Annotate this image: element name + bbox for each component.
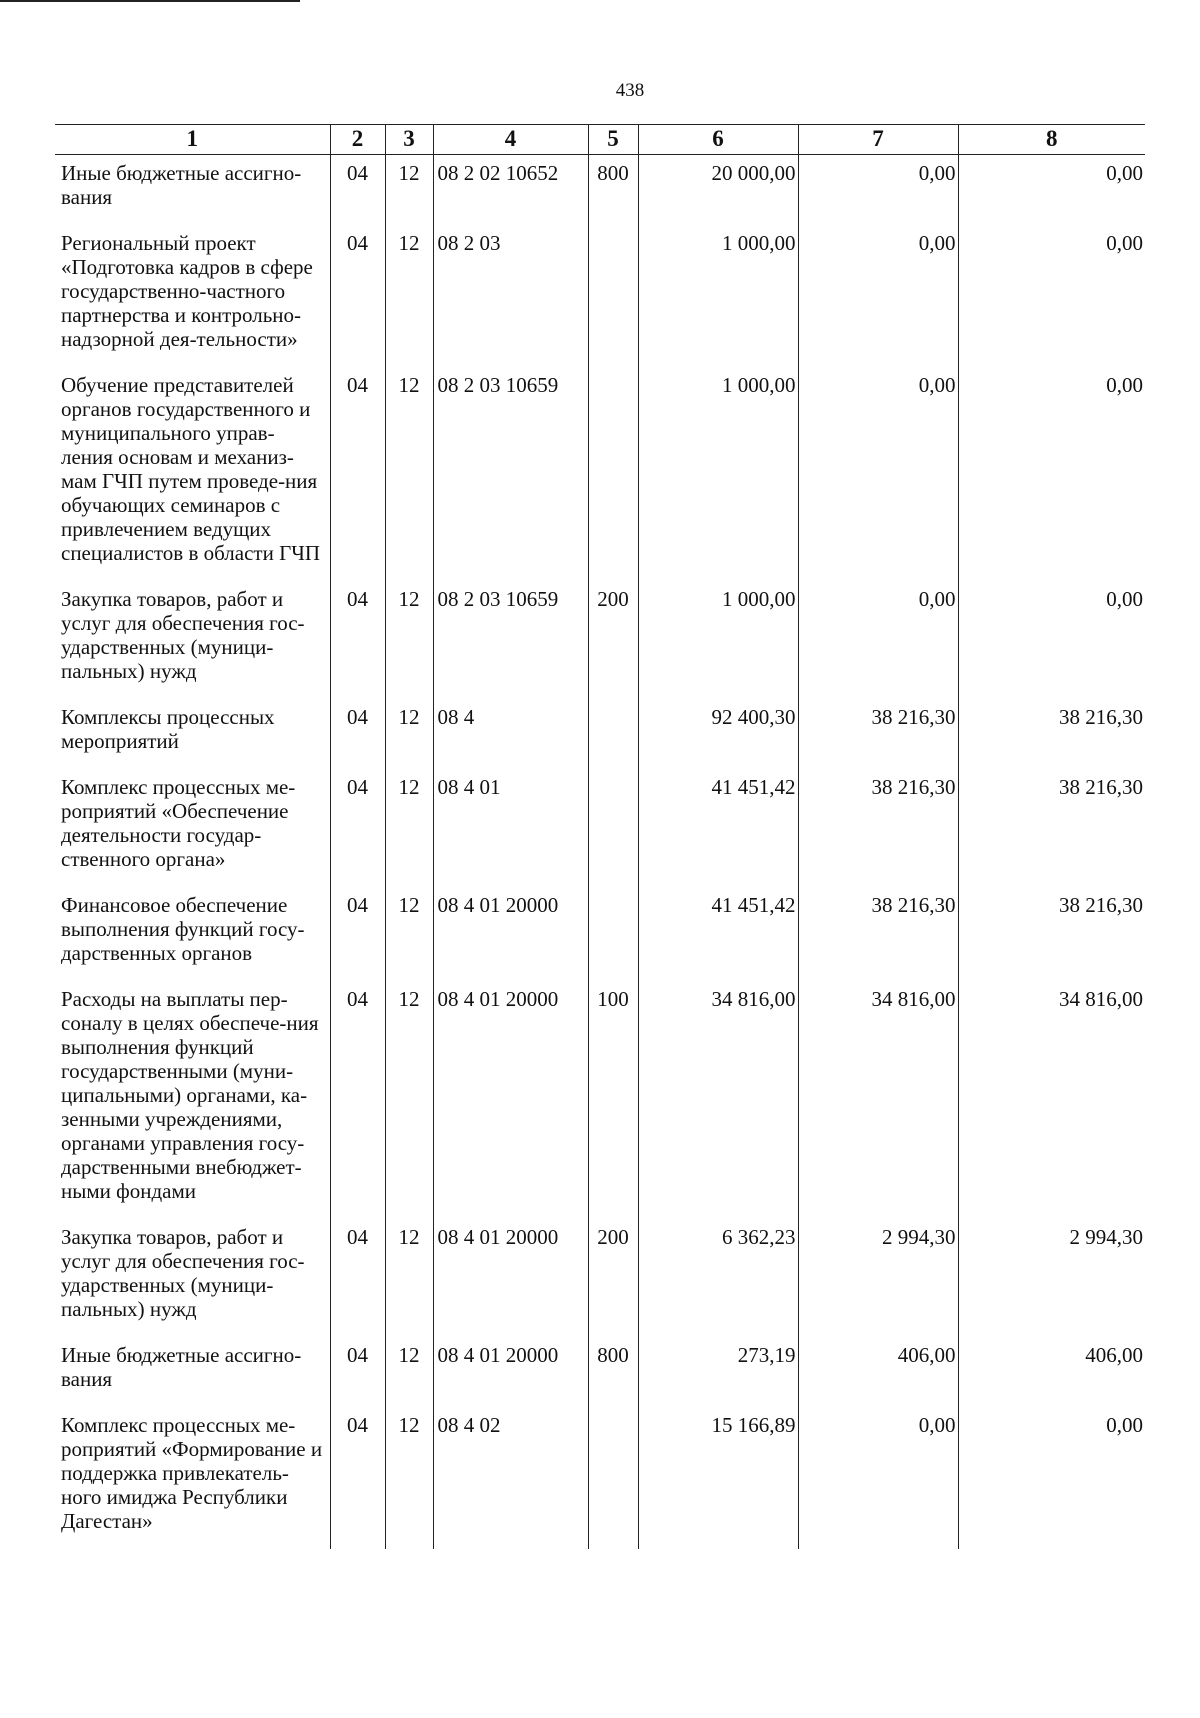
column-header-1: 1: [55, 125, 330, 155]
expense-type-code: [588, 1407, 638, 1549]
subsection-code: 12: [385, 1337, 433, 1407]
section-code: 04: [330, 1337, 385, 1407]
item-name: Обучение представителей органов государственного и муниципального управ-ления основам и механиз-мам ГЧП путем проведе-ния обучающих семинаров с привлечением ведущих специалистов в области ГЧП: [61, 373, 321, 565]
amount-column-7: 406,00: [798, 1337, 958, 1407]
amount-column-6: 92 400,30: [638, 699, 798, 769]
expense-type-code: 200: [588, 1219, 638, 1337]
column-header-7: 7: [798, 125, 958, 155]
amount-column-6: 41 451,42: [638, 887, 798, 981]
item-name: Финансовое обеспечение выполнения функций госу-дарственных органов: [61, 893, 305, 965]
expense-type-code: [588, 769, 638, 887]
amount-column-8: 0,00: [958, 367, 1145, 581]
budget-table-container: [55, 124, 1145, 1549]
amount-column-7: 34 816,00: [798, 981, 958, 1219]
amount-column-7: 38 216,30: [798, 699, 958, 769]
header-row: [55, 125, 1145, 155]
amount-column-8: 0,00: [958, 1407, 1145, 1549]
expense-type-code: 100: [588, 981, 638, 1219]
amount-column-7: 38 216,30: [798, 769, 958, 887]
budget-table: [55, 124, 1145, 1549]
section-code: 04: [330, 367, 385, 581]
amount-column-8: 0,00: [958, 225, 1145, 367]
subsection-code: 12: [385, 1219, 433, 1337]
subsection-code: 12: [385, 155, 433, 226]
amount-column-7: 0,00: [798, 155, 958, 226]
subsection-code: 12: [385, 581, 433, 699]
expense-type-code: [588, 367, 638, 581]
target-article-code: 08 2 03 10659: [433, 367, 588, 581]
table-row: [55, 981, 1145, 1219]
expense-type-code: 200: [588, 581, 638, 699]
section-code: 04: [330, 769, 385, 887]
target-article-code: 08 4 01 20000: [433, 1219, 588, 1337]
table-row: [55, 581, 1145, 699]
column-header-3: 3: [385, 125, 433, 155]
amount-column-6: 34 816,00: [638, 981, 798, 1219]
amount-column-7: 0,00: [798, 581, 958, 699]
amount-column-6: 273,19: [638, 1337, 798, 1407]
table-row: [55, 699, 1145, 769]
item-name: Региональный проект «Подготовка кадров в сфере государственно-частного партнерства и контрольно-надзорной дея-тельности»: [61, 231, 313, 351]
item-name: Закупка товаров, работ и услуг для обеспечения гос-ударственных (муници-пальных) нужд: [61, 587, 305, 683]
top-rule: [0, 0, 300, 2]
amount-column-6: 1 000,00: [638, 581, 798, 699]
table-row: [55, 367, 1145, 581]
table-row: [55, 769, 1145, 887]
amount-column-8: 34 816,00: [958, 981, 1145, 1219]
subsection-code: 12: [385, 981, 433, 1219]
amount-column-7: 0,00: [798, 225, 958, 367]
expense-type-code: [588, 699, 638, 769]
item-name: Комплекс процессных ме-роприятий «Обеспечение деятельности государ-ственного органа»: [61, 775, 296, 871]
amount-column-6: 15 166,89: [638, 1407, 798, 1549]
target-article-code: 08 4 01: [433, 769, 588, 887]
item-name: Комплекс процессных ме-роприятий «Формирование и поддержка привлекатель-ного имиджа Республики Дагестан»: [61, 1413, 323, 1533]
item-name: Комплексы процессных мероприятий: [61, 705, 275, 753]
amount-column-7: 0,00: [798, 1407, 958, 1549]
subsection-code: 12: [385, 887, 433, 981]
target-article-code: 08 2 03: [433, 225, 588, 367]
column-header-5: 5: [588, 125, 638, 155]
subsection-code: 12: [385, 367, 433, 581]
table-row: [55, 1337, 1145, 1407]
page-number: 438: [615, 80, 645, 101]
expense-type-code: 800: [588, 155, 638, 226]
section-code: 04: [330, 1219, 385, 1337]
item-name: Закупка товаров, работ и услуг для обеспечения гос-ударственных (муници-пальных) нужд: [61, 1225, 305, 1321]
item-name: Иные бюджетные ассигно-вания: [61, 1343, 302, 1391]
section-code: 04: [330, 155, 385, 226]
expense-type-code: [588, 887, 638, 981]
subsection-code: 12: [385, 225, 433, 367]
section-code: 04: [330, 225, 385, 367]
section-code: 04: [330, 887, 385, 981]
column-header-2: 2: [330, 125, 385, 155]
item-name: Иные бюджетные ассигно-вания: [61, 161, 302, 209]
table-row: [55, 1219, 1145, 1337]
table-row: [55, 1407, 1145, 1549]
amount-column-8: 38 216,30: [958, 699, 1145, 769]
target-article-code: 08 4 01 20000: [433, 1337, 588, 1407]
amount-column-6: 1 000,00: [638, 225, 798, 367]
amount-column-6: 20 000,00: [638, 155, 798, 226]
amount-column-6: 41 451,42: [638, 769, 798, 887]
subsection-code: 12: [385, 1407, 433, 1549]
amount-column-8: 38 216,30: [958, 887, 1145, 981]
section-code: 04: [330, 581, 385, 699]
expense-type-code: [588, 225, 638, 367]
item-name: Расходы на выплаты пер-соналу в целях обеспече-ния выполнения функций государственными (муни-ципальными) органами, ка-зенными учреждениями, органами управления госу-дарственными внебюджет-ными фондами: [61, 987, 319, 1203]
column-header-6: 6: [638, 125, 798, 155]
subsection-code: 12: [385, 699, 433, 769]
target-article-code: 08 4: [433, 699, 588, 769]
column-header-4: 4: [433, 125, 588, 155]
target-article-code: 08 4 01 20000: [433, 981, 588, 1219]
section-code: 04: [330, 1407, 385, 1549]
amount-column-8: 2 994,30: [958, 1219, 1145, 1337]
amount-column-8: 406,00: [958, 1337, 1145, 1407]
amount-column-8: 0,00: [958, 581, 1145, 699]
amount-column-7: 2 994,30: [798, 1219, 958, 1337]
target-article-code: 08 4 02: [433, 1407, 588, 1549]
amount-column-6: 6 362,23: [638, 1219, 798, 1337]
section-code: 04: [330, 699, 385, 769]
table-row: [55, 887, 1145, 981]
target-article-code: 08 2 02 10652: [433, 155, 588, 226]
table-row: [55, 155, 1145, 226]
table-body: [55, 155, 1145, 1550]
amount-column-8: 38 216,30: [958, 769, 1145, 887]
target-article-code: 08 2 03 10659: [433, 581, 588, 699]
expense-type-code: 800: [588, 1337, 638, 1407]
column-header-8: 8: [958, 125, 1145, 155]
amount-column-8: 0,00: [958, 155, 1145, 226]
section-code: 04: [330, 981, 385, 1219]
amount-column-7: 38 216,30: [798, 887, 958, 981]
amount-column-7: 0,00: [798, 367, 958, 581]
target-article-code: 08 4 01 20000: [433, 887, 588, 981]
table-row: [55, 225, 1145, 367]
subsection-code: 12: [385, 769, 433, 887]
amount-column-6: 1 000,00: [638, 367, 798, 581]
